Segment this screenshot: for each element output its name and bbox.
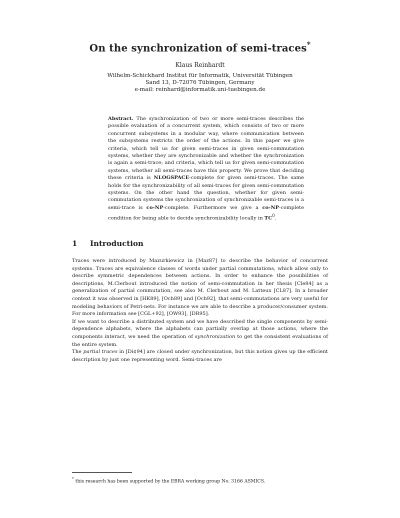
paragraph-2 [72,319,328,349]
title-text: On the synchronization of semi-traces [89,43,307,55]
body-text [72,258,328,364]
abstract-text-4: -complete condition for being able to decide synchronizability locally in [108,204,304,222]
footnote-rule [72,472,132,473]
abstract [108,116,304,223]
title-footnote-mark: * [306,40,311,49]
footnote-mark: * [72,476,74,481]
abstract-tc-sup: 0 [272,213,275,219]
paragraph-2-text-b: to get the consistent evaluations of the entire system. [72,333,329,348]
abstract-text-5: . [274,215,277,222]
paragraph-3-text-b: in [Di¢94] are closed under synchronization, but this notion gives up the efficient description by just one representing word. Semi-traces are [72,349,328,363]
paragraph-3-text-a: The [72,349,84,356]
section-heading [72,239,143,248]
section-title: Introduction [90,239,144,248]
paragraph-2-text-a: If we want to describe a distributed system and we have described the single components by semi-dependence alphabets, where the alphabets can partially overlap at those actions, where the components interact, we need the operation of [72,318,328,340]
affiliation-block [0,73,400,94]
abstract-text-1: The synchronization of two or more semi-traces describes the possible evaluation of a concurrent system, which consists of two or more concurrent subsystems in a modular way, where communication between the subsystems restricts the order of the actions. In this paper we give criteria, which tell us for given semi-traces in given semi-commutation systems, whether they are synchronizable and whether the synchronization is again a semi-trace; and criteria, which tell us for given semi-commutation systems, whether all semi-traces have this property. We prove that deciding these criteria is [108,116,304,182]
affiliation-institute: Wilhelm-Schickhard Institut für Informatik, Universität Tübingen [107,73,293,79]
footnote-text: this research has been supported by the EBRA working group No. 3166 ASMICS. [75,479,266,485]
affiliation-email: e-mail: reinhard@informatik.uni-tuebingen.de [134,87,266,93]
paragraph-3 [72,349,328,364]
paragraph-2-italic: synchronization [194,333,236,340]
abstract-text-3: -complete. Furthermore we give a [163,204,259,211]
abstract-conp-2: co-NP [262,204,280,211]
affiliation-address: Sand 13, D-72076 Tübingen, Germany [145,80,255,86]
abstract-text-2: -complete for given semi-traces. The same holds for the synchronizability of all semi-traces for given semi-commutation systems. On the other hand the question, whether for given semi-commutation systems the synchronization of synchronizable semi-traces is a semi-trace is [108,175,304,211]
abstract-label: Abstract. [108,116,134,122]
paper-title [0,40,400,54]
abstract-conp-1: co-NP [146,204,164,211]
author-name: Klaus Reinhardt [175,62,225,69]
abstract-nlogspace: NLOGSPACE [153,175,190,182]
paragraph-1: Traces were introduced by Mazurkiewicz in [Maz87] to describe the behavior of concurrent systems. Traces are equivalence classes of words under partial commutations, which allow only to describe symmetric dependences between actions. In order to enhance the possibilities of descriptions, M.Clerbout introduced the notion of semi-commutation in her thesis [Cle84] as a generalization of partial commutation, see also M. Clerbout and M. Latteux [CL87]. In a broader context it was observed in [HK89], [Och89] and [Och92], that semi-commutations are very useful for modeling behaviors of Petri-nets. For instance we are able to describe a producer/consumer system. For more information see [CGL+92], [OW93], [DR95]. [72,258,328,318]
section-number: 1 [72,239,78,248]
paragraph-3-italic: partial traces [83,349,118,356]
abstract-tc: TC [264,215,273,222]
footnote [72,476,332,486]
